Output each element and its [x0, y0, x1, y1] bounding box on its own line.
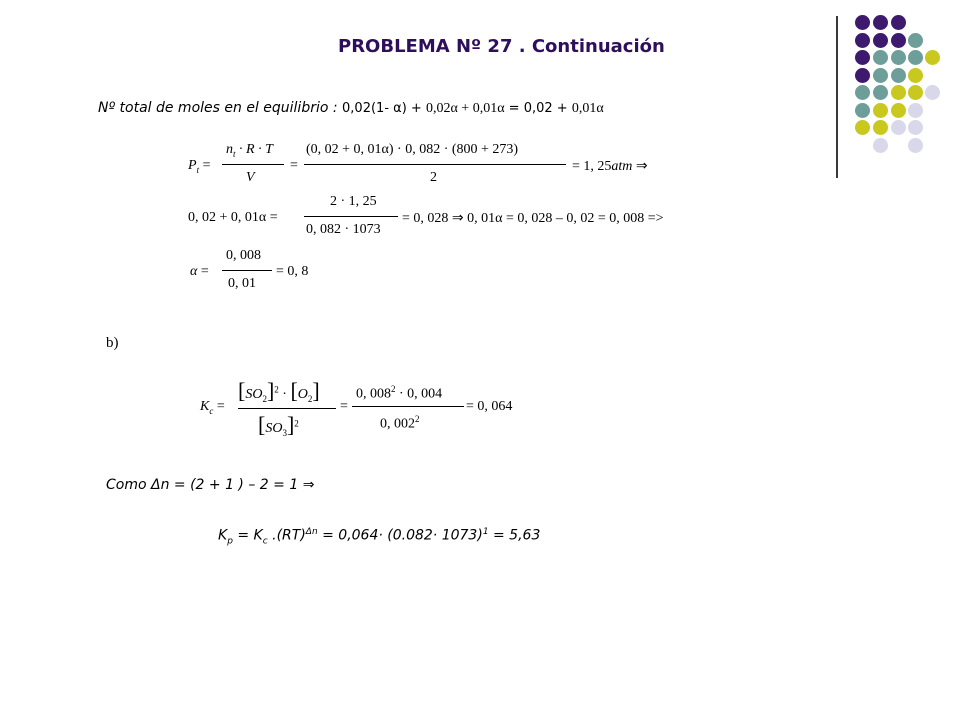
decorative-dot [873, 68, 888, 83]
decorative-dot [925, 50, 940, 65]
pressure-den-2: 2 [430, 170, 437, 185]
decorative-dot [925, 85, 940, 100]
pressure-result: = 1, 25atm ⇒ [572, 159, 648, 174]
decorative-dot [855, 103, 870, 118]
decorative-dot [891, 50, 906, 65]
kc-num-1: $[SO_2]^2 \cdot [O_2]$ [238, 378, 320, 404]
page-title: PROBLEMA Nº 27 . Continuación [338, 36, 665, 57]
moles-plus: + [406, 101, 426, 116]
decorative-dot [873, 15, 888, 30]
decorative-dot [891, 15, 906, 30]
decorative-dot [873, 120, 888, 135]
decorative-dot [908, 85, 923, 100]
decorative-dot [855, 120, 870, 135]
decorative-dot [873, 138, 888, 153]
kc-eq-sign: = [340, 399, 348, 414]
solve-den: 0, 082 · 1073 [306, 222, 381, 237]
solve-lhs: 0, 02 + 0, 01α = [188, 210, 278, 225]
decorative-dot [891, 33, 906, 48]
moles-term-1: 0,02(1- α) [342, 101, 407, 116]
decorative-dot [891, 68, 906, 83]
pressure-den-1: V [246, 170, 255, 185]
decorative-dot [873, 103, 888, 118]
decorative-dot [855, 50, 870, 65]
decorative-dot [855, 33, 870, 48]
part-b-label: b) [106, 335, 119, 351]
decorative-dot [891, 103, 906, 118]
divider-line [836, 16, 838, 178]
decorative-dot [908, 120, 923, 135]
alpha-den: 0, 01 [228, 276, 256, 291]
decorative-dot [873, 85, 888, 100]
decorative-dot [891, 85, 906, 100]
decorative-dot [855, 85, 870, 100]
moles-label: Nº total de moles en el equilibrio : [98, 100, 343, 116]
decorative-dot [873, 33, 888, 48]
pressure-lhs: $P_t$ = [188, 158, 211, 175]
pressure-num-1: $n_t \cdot R \cdot T$ [226, 142, 273, 159]
decorative-dot [873, 50, 888, 65]
kc-den-1: $[SO_3]^2$ [258, 412, 299, 438]
kp-line: $K_p = K_c$ $.(RT)^{\Delta n} = 0,064\cdot (0.082\cdot 1073)^1 = 5,63$ [218, 527, 541, 547]
decorative-dot [908, 33, 923, 48]
alpha-result: = 0, 8 [276, 264, 309, 279]
decorative-dot [855, 15, 870, 30]
decorative-dot [908, 103, 923, 118]
decorative-dot [908, 68, 923, 83]
decorative-dot [891, 120, 906, 135]
solve-rest: = 0, 028 ⇒ 0, 01α = 0, 028 – 0, 02 = 0, 008 => [402, 211, 664, 226]
solve-num: 2 · 1, 25 [330, 194, 377, 209]
moles-term-2: 0,02α + 0,01α [425, 101, 505, 116]
delta-n-line: Como Δn = (2 + 1 ) – 2 = 1 ⇒ [106, 477, 315, 493]
moles-term-3: 0,01α [571, 101, 604, 116]
pressure-num-2: (0, 02 + 0, 01α) · 0, 082 · (800 + 273) [306, 142, 519, 157]
moles-equals: = 0,02 + [504, 101, 572, 116]
kc-num-2: 0, $008^2 \cdot 0$, 004 [356, 384, 443, 402]
decorative-dot [908, 50, 923, 65]
decorative-dot [855, 68, 870, 83]
decorative-dot [908, 138, 923, 153]
kc-lhs: $K_c$ = [200, 399, 225, 416]
kc-result: = 0, 064 [466, 399, 513, 414]
kc-den-2: 0, $002^2$ [380, 414, 420, 432]
pressure-eq-sign: = [290, 158, 298, 173]
alpha-lhs: α = [190, 264, 209, 279]
moles-line [98, 97, 604, 117]
alpha-num: 0, 008 [226, 248, 261, 263]
